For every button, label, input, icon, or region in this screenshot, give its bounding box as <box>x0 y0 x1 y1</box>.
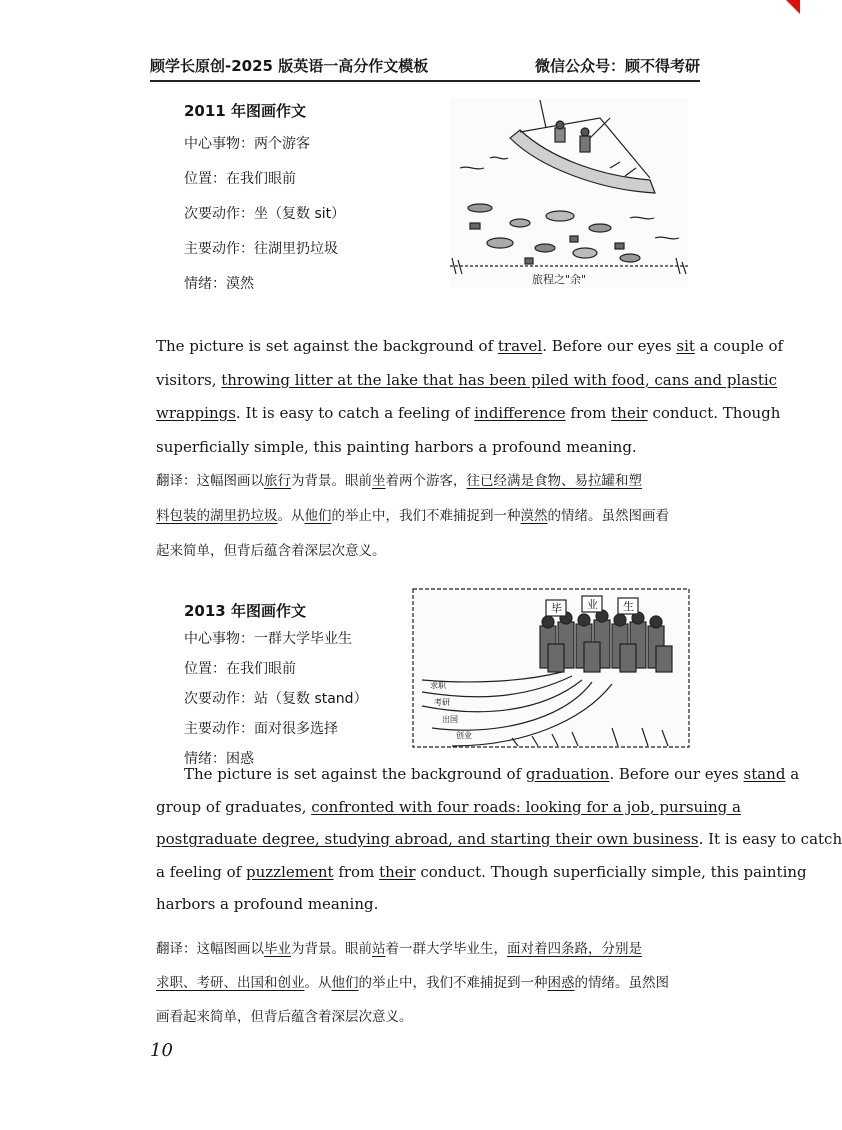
section2-title: 2013 年图画作文 <box>184 602 306 620</box>
para-line: a feeling of puzzlement from their conduct. Though superficially simple, this painting <box>156 862 807 881</box>
section2-meta <box>184 624 368 774</box>
section1-title: 2011 年图画作文 <box>184 102 306 120</box>
para-line: visitors, throwing litter at the lake that has been piled with food, cans and plastic <box>156 370 778 389</box>
graduation-crossroads-illustration <box>412 588 690 748</box>
sign-char: 业 <box>587 598 598 611</box>
para-line: The picture is set against the background of graduation. Before our eyes stand a <box>184 765 800 783</box>
meta-main-action: 主要动作：往湖里扔垃圾 <box>184 241 338 257</box>
section2-translation <box>156 932 712 1034</box>
page-header <box>150 50 700 82</box>
translation-line: 翻译：这幅图画以毕业为背景。眼前站着一群大学毕业生，面对着四条路，分别是 <box>156 941 642 957</box>
section1-paragraph <box>156 330 784 464</box>
translation-line: 料包装的湖里扔垃圾。从他们的举止中，我们不难捕捉到一种漠然的情绪。虽然图画看 <box>156 508 669 524</box>
meta-position: 位置：在我们眼前 <box>184 661 296 677</box>
header-title: 顾学长原创-2025 版英语一高分作文模板 <box>150 57 429 75</box>
para-line: harbors a profound meaning. <box>156 895 379 913</box>
travel-litter-illustration <box>450 98 688 288</box>
meta-emotion: 情绪：漠然 <box>184 276 254 292</box>
meta-center: 中心事物：两个游客 <box>184 136 310 152</box>
meta-main-action: 主要动作：面对很多选择 <box>184 721 338 737</box>
header-wechat: 微信公众号：顾不得考研 <box>534 57 700 75</box>
page-number: 10 <box>150 1040 173 1061</box>
sign-char: 生 <box>623 600 634 613</box>
road-label: 求职 <box>430 681 446 690</box>
sign-char: 毕 <box>551 602 562 615</box>
section1-meta <box>184 127 345 302</box>
meta-center: 中心事物：一群大学毕业生 <box>184 631 352 647</box>
corner-mark <box>786 0 800 14</box>
road-label: 创业 <box>456 731 472 740</box>
meta-secondary-action: 次要动作：站（复数 stand） <box>184 691 368 707</box>
figure-caption: 旅程之"余" <box>532 273 587 286</box>
para-line: group of graduates, confronted with four roads: looking for a job, pursuing a <box>156 797 741 816</box>
section1-translation <box>156 464 712 569</box>
meta-position: 位置：在我们眼前 <box>184 171 296 187</box>
translation-line: 求职、考研、出国和创业。从他们的举止中，我们不难捕捉到一种困惑的情绪。虽然图 <box>156 975 669 991</box>
road-label: 考研 <box>434 698 450 707</box>
meta-secondary-action: 次要动作：坐（复数 sit） <box>184 206 346 222</box>
para-line: superficially simple, this painting harbors a profound meaning. <box>156 437 637 456</box>
section2-paragraph <box>156 758 842 921</box>
translation-line: 画看起来简单，但背后蕴含着深层次意义。 <box>156 1009 413 1025</box>
meta-emotion: 情绪：困惑 <box>184 751 254 767</box>
para-line: The picture is set against the background of travel. Before our eyes sit a couple of <box>156 337 784 355</box>
para-line: wrappings. It is easy to catch a feeling of indifference from their conduct. Though <box>156 404 781 422</box>
translation-line: 翻译：这幅图画以旅行为背景。眼前坐着两个游客，往已经满是食物、易拉罐和塑 <box>156 473 642 489</box>
translation-line: 起来简单，但背后蕴含着深层次意义。 <box>156 543 386 559</box>
road-label: 出国 <box>442 715 458 724</box>
para-line: postgraduate degree, studying abroad, and starting their own business. It is easy to catch <box>156 830 842 848</box>
